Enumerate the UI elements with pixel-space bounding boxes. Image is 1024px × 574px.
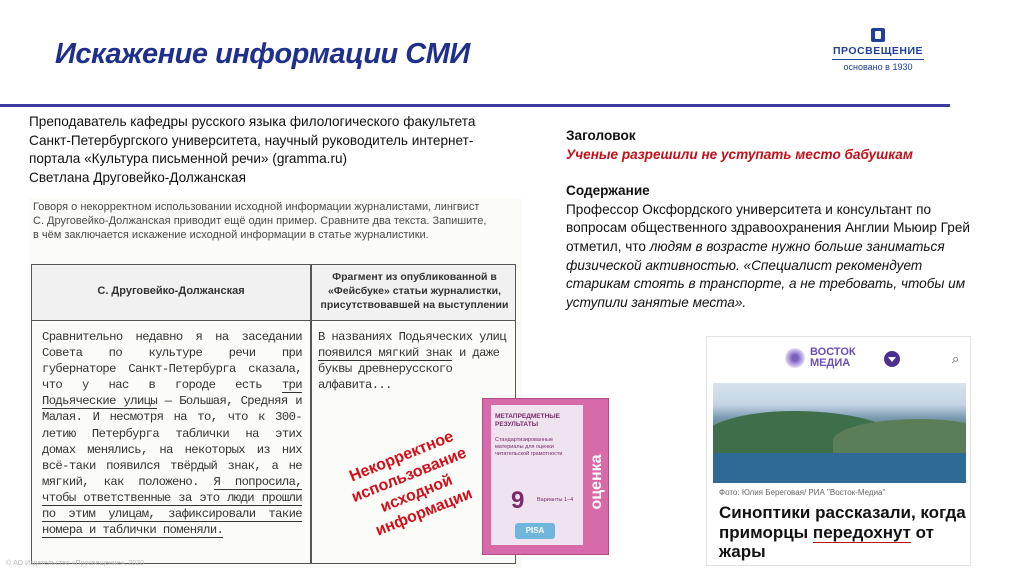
content-label: Содержание [566,183,650,199]
news-logo-text [810,347,856,369]
photo-credit: Фото: Юлия Береговая/ РИА "Восток-Медиа" [719,488,886,497]
chevron-down-icon[interactable] [884,351,900,367]
article-content [566,201,976,313]
cell-text: — Большая, Средняя и Малая. И несмотря на то, что к 300-летию Петербурга таблички на этих домах менялись, на некоторых из них всё-таки появился твёрдый знак, а не мягкий, как положено. [42,394,302,489]
news-headline[interactable] [719,503,969,562]
book-cover-panel [491,405,583,545]
table-header-col2: Фрагмент из опубликованной в «Фейсбуке» статьи журналистки, присутствовавшей на выступлении [320,271,509,311]
photo-sea [713,453,966,483]
headline-underlined-text: передохнут [812,522,911,542]
logo-emblem-icon [871,28,885,42]
search-icon[interactable]: ⌕ [952,351,960,366]
task-line: Говоря о некорректном использовании исходной информации журналистами, лингвист [33,201,480,213]
publisher-logo [828,28,928,72]
cell-underlined-text: появился мягкий знак [318,346,453,361]
logo-name: ПРОСВЕЩЕНИЕ [832,45,924,57]
news-logo-line: ВОСТОК [810,346,856,358]
task-line: С. Друговейко-Должанская приводит ещё один пример. Сравните два текста. Запишите, [33,215,487,227]
cell-text: Сравнительно недавно я на заседании Совета по культуре речи при губернаторе Санкт-Петербурга сказала, что у нас в городе есть [42,330,302,393]
cell-text: В названиях Подьяческих улиц [318,330,506,344]
incorrect-usage-note: Некорректное использование исходной информации [347,428,475,540]
copyright-footer: © АО Издательство «Просвещение», 2020 [6,560,144,567]
book-variants: Варианты 1–4 [537,497,574,503]
book-spine [583,419,607,549]
book-pisa-badge: PISA [515,523,555,539]
table-column-divider [310,265,312,563]
article-headline: Ученые разрешили не уступать место бабушкам [566,146,913,162]
vostok-media-logo-icon [785,348,805,368]
book-title: МЕТАПРЕДМЕТНЫЕ РЕЗУЛЬТАТЫ [495,413,561,428]
intro-line: Санкт-Петербургского университета, научный руководитель интернет- [29,132,474,148]
table-header-col1: С. Друговейко-Должанская [97,285,245,297]
comparison-table [31,264,516,564]
task-line: в чём заключается искажение исходной информации в статье журналистики. [33,229,429,241]
news-screenshot [706,336,971,566]
cell-underlined-text: три Подьяческие улицы [42,378,302,409]
book-cover [482,398,609,555]
article-summary [566,127,976,312]
book-description: Стандартизированные материалы для оценки читательской грамотности [495,437,563,457]
intro-line: портала «Культура письменной речи» (gramma.ru) [29,151,348,166]
logo-subtitle: основано в 1930 [843,62,913,72]
header-divider [0,104,950,107]
logo-divider [832,59,924,60]
cell-text: и даже буквы древнерусского алфавита... [318,346,500,393]
intro-line: Преподаватель кафедры русского языка филологического факультета [29,114,476,129]
task-text [29,198,522,244]
headline-text: Синоптики рассказали, когда приморцы [719,503,966,542]
table-cell-article [318,329,508,393]
intro-text [29,113,549,187]
intro-line: Светлана Друговейко-Должанская [29,169,246,185]
news-header-bar [707,337,970,377]
headline-text: от жары [719,522,934,561]
book-spine-text: оценка [588,454,605,510]
news-photo [713,383,966,483]
headline-label: Заголовок [566,128,636,143]
content-italic-text: людям в возрасте нужно больше заниматься физической активностью. «Специалист рекомендует старикам стоять в транспорте, а не требовать, чтобы им уступили занятые места». [566,238,966,310]
content-plain-text: Профессор Оксфордского университета и консультант по вопросам общественного здравоохранения Англии Мьюир Грей отметил, что [566,201,970,254]
slide-title: Искажение информации СМИ [55,38,470,70]
table-cell-source [42,329,302,538]
news-logo-line: МЕДИА [810,357,851,369]
book-grade: 9 [511,487,525,514]
cell-underlined-text: Я попросила, чтобы ответственные за это люди прошли по этим улицам, зафиксировали такие номера и таблички поменяли. [42,474,302,538]
